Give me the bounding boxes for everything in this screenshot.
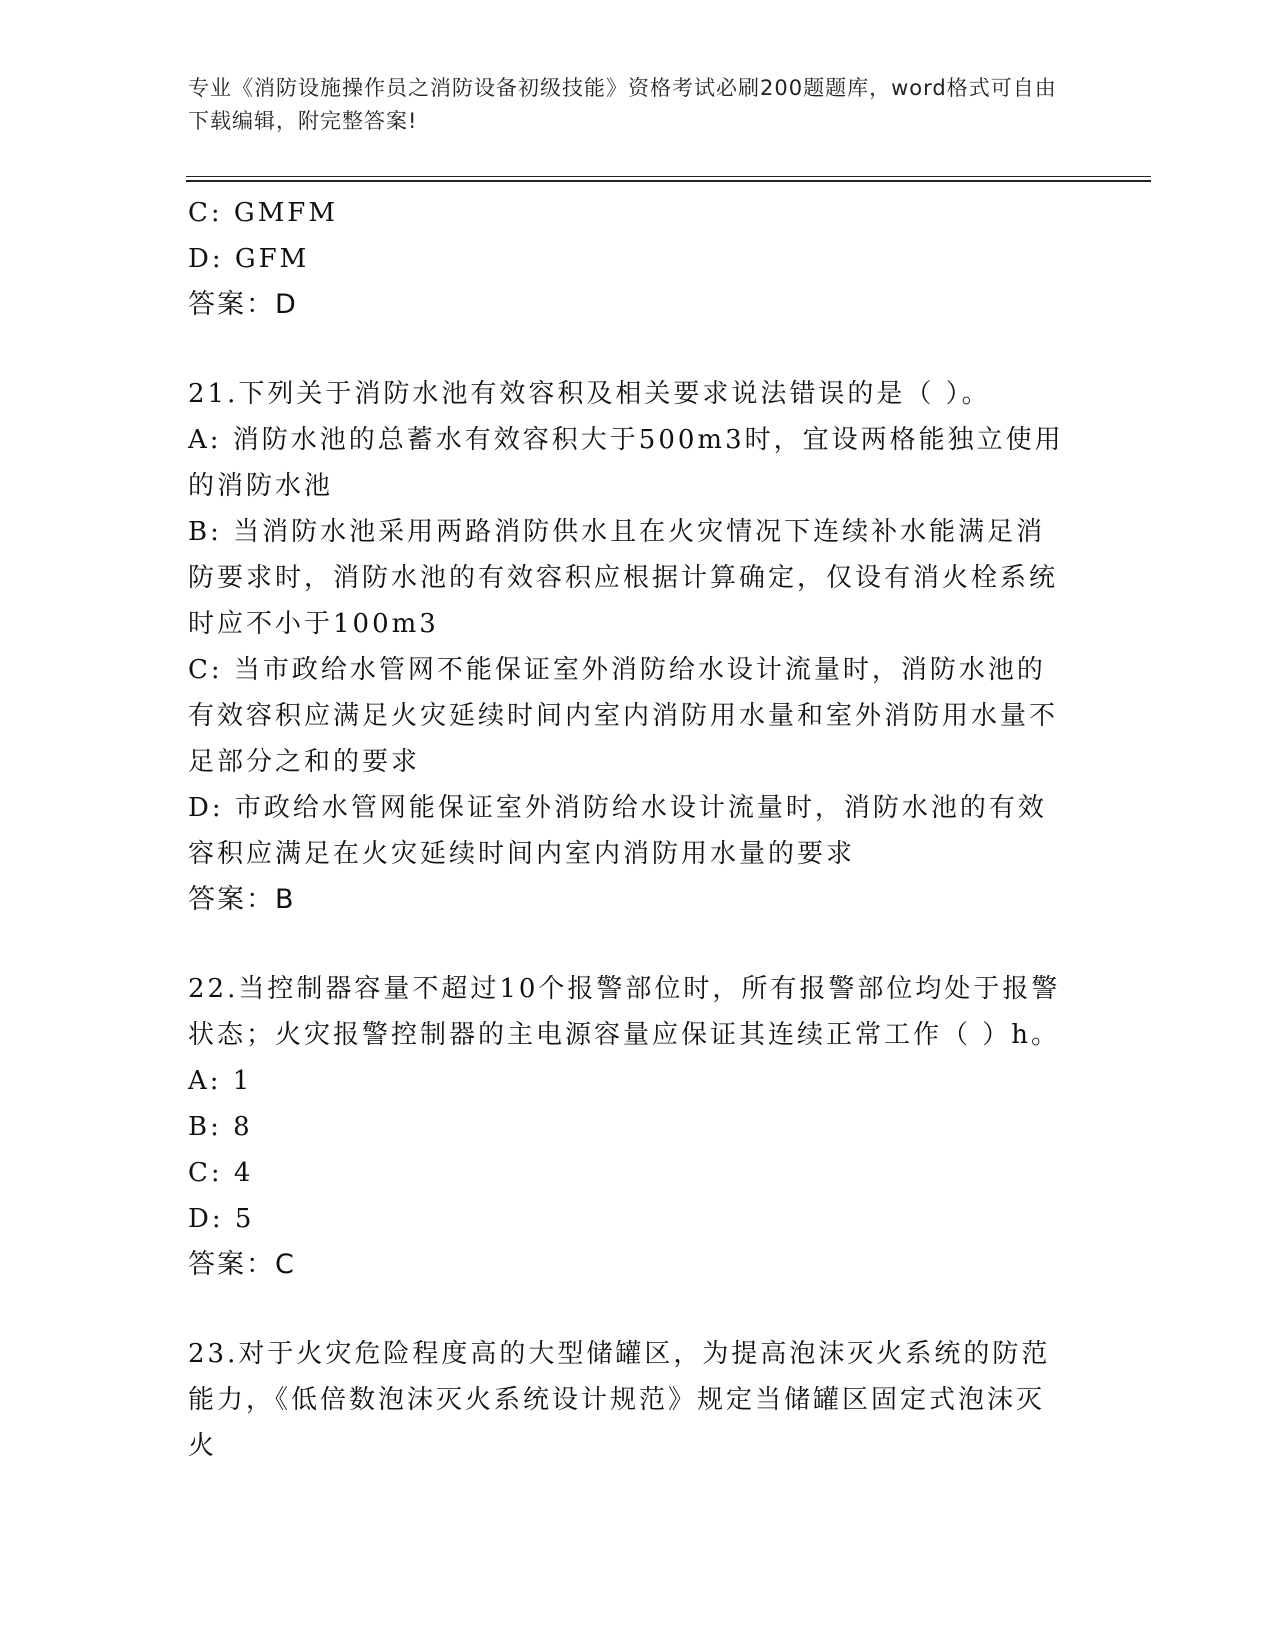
option-d: D: GFM: [188, 244, 310, 274]
header-rule-thick: [186, 180, 1151, 182]
question-block-22: [188, 966, 1068, 1288]
answer-line: 答案：C: [188, 1249, 296, 1280]
option-b: B: 8: [188, 1112, 253, 1142]
option-d: D: 市政给水管网能保证室外消防给水设计流量时，消防水池的有效容积应满足在火灾延续时间内室内消防用水量的要求: [188, 793, 1047, 869]
spacer: [188, 1288, 1068, 1331]
option-c: C: GMFM: [188, 198, 338, 228]
option-d: D: 5: [188, 1204, 255, 1234]
question-stem: 21.下列关于消防水池有效容积及相关要求说法错误的是（ ）。: [188, 379, 991, 409]
document-body: [188, 190, 1068, 1469]
question-block-21: [188, 371, 1068, 923]
option-b: B: 当消防水池采用两路消防供水且在火灾情况下连续补水能满足消防要求时，消防水池的有效容积应根据计算确定，仅设有消火栓系统时应不小于100m3: [188, 517, 1059, 639]
question-stem: 22.当控制器容量不超过10个报警部位时，所有报警部位均处于报警状态；火灾报警控制器的主电源容量应保证其连续正常工作（ ）h。: [188, 974, 1061, 1050]
answer-line: 答案：D: [188, 289, 298, 320]
option-a: A: 1: [188, 1066, 253, 1096]
question-stem: 23.对于火灾危险程度高的大型储罐区，为提高泡沫灭火系统的防范能力，《低倍数泡沫灭火系统设计规范》规定当储罐区固定式泡沫灭火: [188, 1339, 1051, 1461]
question-block-23: [188, 1331, 1068, 1469]
spacer: [188, 923, 1068, 966]
answer-line: 答案：B: [188, 884, 296, 915]
header-rule-thin: [186, 176, 1151, 177]
spacer: [188, 328, 1068, 371]
option-c: C: 当市政给水管网不能保证室外消防给水设计流量时，消防水池的有效容积应满足火灾延续时间内室内消防用水量和室外消防用水量不足部分之和的要求: [188, 655, 1059, 777]
page-header: 专业《消防设施操作员之消防设备初级技能》资格考试必刷200题题库，word格式可自由下载编辑，附完整答案!: [188, 76, 1057, 133]
option-a: A: 消防水池的总蓄水有效容积大于500m3时，宜设两格能独立使用的消防水池: [188, 425, 1064, 501]
question-block-prev: [188, 190, 1068, 328]
option-c: C: 4: [188, 1158, 254, 1188]
